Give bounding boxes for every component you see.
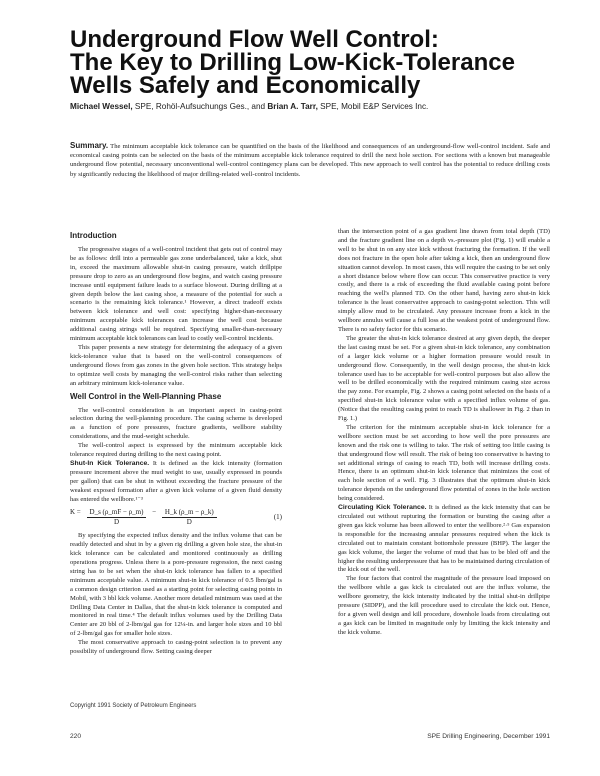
author-1: Michael Wessel, xyxy=(70,102,133,111)
paragraph: The most conservative approach to casing-point selection is to prevent any possibility of underground flow. Setting casing deeper xyxy=(70,639,282,656)
copyright-notice: Copyright 1991 Society of Petroleum Engineers xyxy=(70,703,197,709)
heading-introduction: Introduction xyxy=(70,231,117,240)
left-column xyxy=(70,228,282,657)
summary-text: The minimum acceptable kick tolerance can be quantified on the basis of the likelihood and consequences of an underground-flow well-control incident. Safe and economical casing points can be selected on the basis of the minimum acceptable kick tolerance required to drill the next hole section. For sections with a known but manageable underground flow potential, necessary unconventional well-control contingency plans can be developed. This new approach to well control has the potential to reduce drilling costs by significantly reducing the likelihood of major drilling-related well-control incidents. xyxy=(70,143,550,178)
title-line-3: Wells Safely and Economically xyxy=(70,72,421,99)
equation-denominator: D xyxy=(186,518,192,527)
equation-number: (1) xyxy=(273,513,282,522)
affiliation-2: SPE, Mobil E&P Services Inc. xyxy=(317,102,429,111)
affiliation-1: SPE, Rohöl-Aufsuchungs Ges., and xyxy=(132,102,268,111)
paragraph: The criterion for the minimum acceptable shut-in kick tolerance for a wellbore section must be set according to how well the pore pressures are known and the risk one is willing to take. The risk of setting too little casing is that underground flow will result. The risk of being too conservative is having to set additional strings of casing to reach TD, both will increase drilling costs. Hence, there is an optimum shut-in kick tolerance that minimizes the cost of each hole section of a well. Fig. 3 illustrates that the optimum shut-in kick tolerance depends on the underground flow potential of zones in the hole section being considered. xyxy=(338,423,550,503)
paragraph: This paper presents a new strategy for determining the adequacy of a given kick-tolerance value that is based on the well-control consequences of underground flows from gas zones in the given hole section. This strategy helps to optimize well costs by managing the well-control risks rather than selecting an arbitrary minimum kick-tolerance value. xyxy=(70,343,282,387)
paragraph: The well-control aspect is expressed by the minimum acceptable kick tolerance required during drilling to the next casing point. xyxy=(70,442,282,459)
paragraph: The four factors that control the magnitude of the pressure load imposed on the wellbore while a gas kick is circulated out are the influx volume, the wellbore geometry, the kick intensity indicated by the initial shut-in drillpipe pressure (SIDPP), and the kill procedure used to circulate the kick out. Hence, for a given well design and kill procedure, downhole loads from circulating out a gas kick can be limited in magnitude only by limiting the kick intensity and the kick volume. xyxy=(338,575,550,636)
paragraph: The well-control consideration is an important aspect in casing-point selection during the well-planning procedure. The casing scheme is developed as a function of pore pressures, fracture gradients, wellbore stability considerations, and the mud-weight schedule. xyxy=(70,406,282,441)
equation-denominator: D xyxy=(113,518,119,527)
equation-body xyxy=(70,508,221,527)
equation-lhs: K = xyxy=(70,508,81,517)
paper-title xyxy=(70,28,550,97)
paragraph: than the intersection point of a gas gradient line drawn from total depth (TD) and the fracture gradient line on a depth vs.-pressure plot (Fig. 1) will enable a well to be shut in on any size kick without fracturing the formation. If the well does not fracture in the open hole after taking a kick, then an underground flow situation cannot develop. In most cases, this will require the casing to be set only a short distance below where flow can occur. This conservative practice is very costly, and there is a risk of exceeding the fluid available casing point before reaching the well's planned TD. On the other hand, having zero shut-in kick tolerance is the least conservative approach to casing-point selection. This will simply allow mud to be circulated. Any pressure increase from a kick in the wellbore annulus will cause a full loss at the weakest point of underground flow. There is no safety factor for this scenario. xyxy=(338,228,551,333)
author-2: Brian A. Tarr, xyxy=(267,102,318,111)
paragraph-text: It is defined as the kick intensity (formation pressure increment above the mud weight to use, usually expressed in pounds per gallon) that can be shut in without exceeding the fracture pressure of the weakest exposed formation after a given kick volume of a given fluid density has entered the wellbore.¹⁻³ xyxy=(70,459,282,503)
paragraph xyxy=(338,504,550,575)
journal-footer: SPE Drilling Engineering, December 1991 xyxy=(427,733,550,740)
heading-well-planning: Well Control in the Well-Planning Phase xyxy=(70,391,222,401)
paragraph: The greater the shut-in kick tolerance desired at any given depth, the deeper the last casing must be set. For a given shut-in kick tolerance, any combination of a larger kick volume or a higher formation pressure would result in underground flow. Consequently, in the well design process, the shut-in kick tolerance used has to be acceptable for well-control purposes but also allow the well to be drilled economically with the required minimum casing size across the pay zone. For example, Fig. 2 shows a casing point selected on the basis of a specified shut-in kick tolerance value with a specified influx volume of gas. (Notice that the resulting casing point to reach TD is shallower in Fig. 2 than in Fig. 1.) xyxy=(338,334,550,423)
equation-fraction xyxy=(162,508,217,527)
title-line-1: Underground Flow Well Control: xyxy=(70,26,439,53)
right-column xyxy=(338,228,550,638)
runin-heading-shut-in-kick-tolerance: Shut-In Kick Tolerance. xyxy=(70,459,150,467)
equation-operator: − xyxy=(152,508,157,517)
summary-label: Summary. xyxy=(70,141,109,150)
equation-numerator: H_k (ρ_m − ρ_k) xyxy=(162,508,217,518)
title-line-2: The Key to Drilling Low-Kick-Tolerance xyxy=(70,49,515,76)
author-line xyxy=(70,102,540,111)
paragraph: The progressive stages of a well-control incident that gets out of control may be as follows: drill into a permeable gas zone underbalanced, take a kick, shut in, exceed the maximum allowable shut-in casing pressure, watch drillpipe pressure drop to zero as an underground flow begins, and watch casing pressure increase until equipment failure leads to a surface blowout. During drilling at a given depth below the last casing shoe, a measure of the potential for such a scenario is the remaining kick tolerance.¹ However, a direct tradeoff exists between kick tolerance and well cost: specifying higher-than-necessary minimum acceptable kick tolerances can increase the well cost because additional casing strings will be required. Specifying smaller-than-necessary minimum acceptable kick tolerances can lead to costly well-control incidents. xyxy=(70,246,282,343)
paragraph xyxy=(70,460,282,505)
equation-numerator: D_s (ρ_mF − ρ_m) xyxy=(87,508,147,518)
equation-1 xyxy=(70,508,282,527)
runin-heading-circulating-kick-tolerance: Circulating Kick Tolerance. xyxy=(338,504,427,512)
paragraph: By specifying the expected influx density and the influx volume that can be readily detected and shut in by a given rig drilling a given hole size, the shut-in kick tolerance can be calculated and monitored continuously as drilling operations progress. Unless there is a pore-pressure regression, the next casing string has to be set when the shut-in kick tolerance has fallen to a specified minimum acceptable value. A minimum shut-in kick tolerance of 0.5 lbm/gal is a common design criterion used as a starting point for selecting casing points in Mobil, with 3 bbl kick volume. Another more detailed minimum was used at the Drilling Data Center in Dallas, that the shut-in kick tolerance is computed and monitored in real time.⁴ The default influx volumes used by the Drilling Data Center are 20 bbl of 2-lbm/gal gas for 12¼-in. and larger hole sizes and 10 bbl of 2-lbm/gal gas for smaller hole sizes. xyxy=(70,532,282,638)
equation-fraction xyxy=(87,508,147,527)
page-number: 220 xyxy=(70,733,82,740)
summary xyxy=(70,141,550,179)
paragraph-text: It is defined as the kick intensity that can be circulated out without rupturing the formation or bursting the casing after a given gas kick volume has been allowed to enter the wellbore.²·⁵ Gas expansion is responsible for the increasing annular pressures required when the kick is circulated out to maintain constant bottomhole pressure (BHP). The larger the gas kick volume, the larger the volume of mud that has to be bled off and the higher the resulting underpressure that has to be maintained during circulation of the kick out of the well. xyxy=(338,504,550,574)
